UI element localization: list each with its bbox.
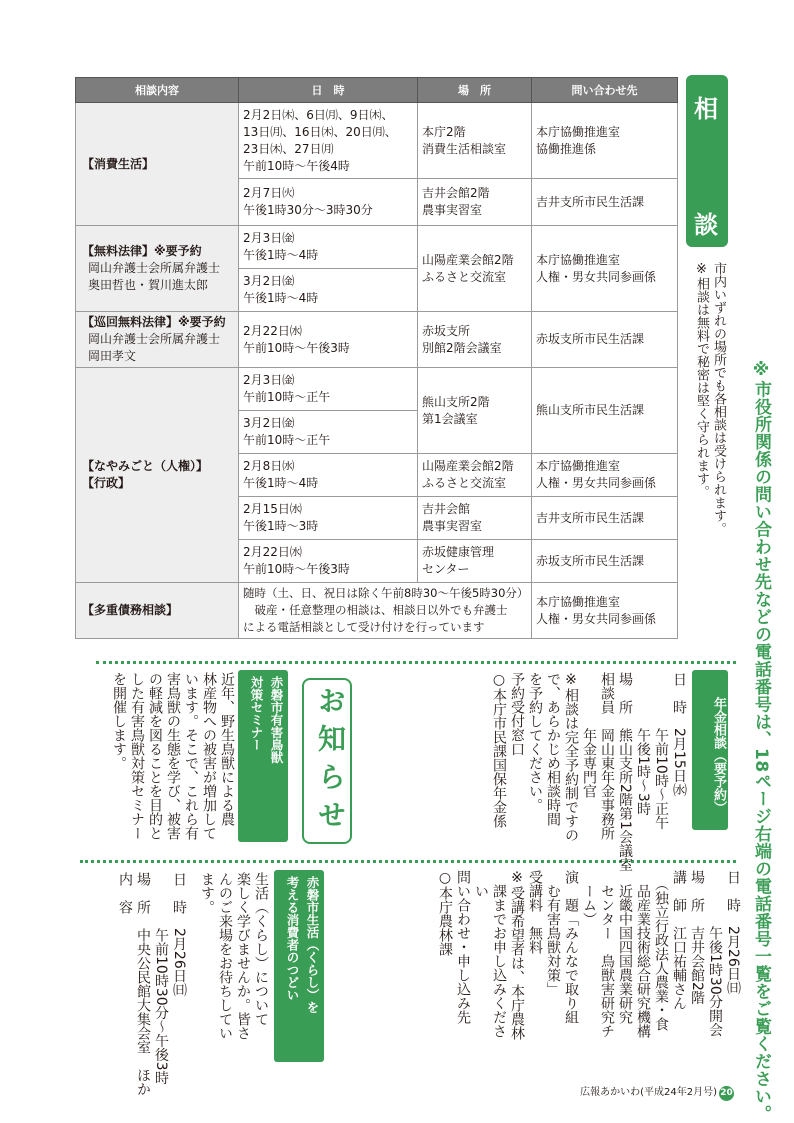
choju-detail-line: センター 鳥獣害研究チ	[599, 870, 615, 1038]
tsudoi-intro	[190, 872, 270, 1057]
tsudoi-detail-line: 日 時 2月26日㈰	[171, 872, 187, 997]
footer	[580, 1083, 734, 1101]
nenkin-line: 午前10時～正午	[653, 672, 669, 830]
choju-detail-line: 午後1時30分開会	[707, 870, 723, 1037]
choju-detail-line: 日 時 2月26日㈰	[725, 870, 741, 995]
contact-cell: 吉井支所市民生活課	[532, 179, 678, 226]
note-location: 市内いずれの場所でも各相談は受けられます。	[711, 262, 726, 535]
choju-detail-line: 問い合わせ・申し込み先	[455, 870, 471, 1024]
choju-detail-line: 近畿中国四国農業研究	[617, 870, 633, 1024]
tsudoi-intro-line: 生活（くらし）について	[253, 872, 269, 1026]
tsudoi-details	[78, 872, 188, 1096]
oshirase-box	[302, 678, 352, 844]
nenkin-line: 場 所 熊山支所2階第1会議室	[617, 672, 633, 872]
datetime-cell: 3月2日㈮ 午前10時～正午	[239, 411, 418, 454]
choju-detail-line: 受講料 無料	[527, 870, 543, 954]
choju-intro-line: います。そこで、これら有	[183, 672, 199, 840]
choju-detail-line: 課までお申し込みくださ	[491, 870, 507, 1038]
choju-detail-line: 品産業技術総合研究機構	[635, 870, 651, 1038]
tsudoi-intro-line: んのご来場をお待ちしてい	[217, 872, 233, 1040]
place-cell: 山陽産業会館2階 ふるさと交流室	[418, 454, 532, 497]
choju-detail-line: ○本庁農林課	[437, 870, 453, 956]
category-nayami: 【なやみごと（人権）】 【行政】	[76, 368, 239, 583]
choju-intro-line: 害鳥獣の生態を学び、被害	[165, 672, 181, 840]
nenkin-line: 日 時 2月15日㈬	[671, 672, 687, 797]
datetime-cell: 2月2日㈭、6日㈪、9日㈭、 13日㈪、16日㈭、20日㈪、 23日㈭、27日㈪ 午前10時～午後4時	[239, 103, 418, 179]
tsudoi-title: 赤磐市生活（くらし）を 考える消費者のつどい	[274, 870, 324, 1062]
contact-cell: 吉井支所市民生活課	[532, 497, 678, 540]
nenkin-line: で、あらかじめ相談時間	[545, 672, 561, 826]
nenkin-line: 予約受付窓口	[509, 672, 525, 756]
nenkin-line: 年金専門官	[581, 672, 597, 798]
nenkin-line: を予約してください。	[527, 672, 543, 812]
header-content: 相談内容	[76, 78, 239, 103]
choju-intro-line: を開催します。	[111, 672, 127, 770]
place-cell: 赤坂支所 別館2階会議室	[418, 312, 532, 368]
datetime-cell: 2月22日㈬ 午前10時～午後3時	[239, 540, 418, 583]
soudan-title-char2: 談	[694, 211, 718, 239]
soudan-title-tab	[686, 75, 728, 247]
choju-detail-line: い	[473, 870, 489, 898]
page-number: 20	[719, 1086, 734, 1101]
choju-intro-line: 林産物への被害が増加して	[201, 672, 217, 840]
contact-cell: 本庁協働推進室 人権・男女共同参画係	[532, 583, 678, 639]
choju-detail-line: 演 題「みんなで取り組	[563, 870, 579, 1024]
choju-intro-line: の軽減を図ることを目的と	[147, 672, 163, 840]
nenkin-line: ○本庁市民課国保年金係	[491, 672, 507, 828]
place-cell: 山陽産業会館2階 ふるさと交流室	[418, 226, 532, 312]
datetime-cell: 2月3日㈮ 午前10時～正午	[239, 368, 418, 411]
contact-cell: 熊山支所市民生活課	[532, 368, 678, 454]
place-cell: 吉井会館 農事実習室	[418, 497, 532, 540]
oshirase-title: お知らせ	[314, 686, 347, 838]
contact-cell: 赤坂支所市民生活課	[532, 540, 678, 583]
datetime-cell: 3月2日㈮ 午後1時～4時	[239, 269, 418, 312]
category-junkai: 【巡回無料法律】※要予約 岡山弁護士会所属弁護士 岡田孝文	[76, 312, 239, 368]
divider-middle	[80, 860, 736, 863]
nenkin-line: ※相談は完全予約制ですの	[563, 672, 579, 842]
choju-detail-line: 場 所 吉井会館2階	[689, 870, 705, 1005]
datetime-cell: 2月15日㈬ 午後1時～3時	[239, 497, 418, 540]
nenkin-title: 年金相談（要予約）	[692, 670, 728, 830]
place-cell: 熊山支所2階 第1会議室	[418, 368, 532, 454]
datetime-cell: 2月7日㈫ 午後1時30分～3時30分	[239, 179, 418, 226]
choju-detail-line: ※受講希望者は、本庁農林	[509, 870, 525, 1040]
choju-detail-line: 講 師 江口祐輔さん	[671, 870, 687, 1010]
category-shohi: 【消費生活】	[76, 103, 239, 226]
tsudoi-intro-line: ます。	[199, 872, 215, 914]
nenkin-body	[402, 672, 688, 872]
choju-title: 赤磐市有害鳥獣 対策セミナー	[238, 670, 288, 842]
header-datetime: 日 時	[239, 78, 418, 103]
datetime-cell: 2月8日㈬ 午後1時～4時	[239, 454, 418, 497]
nenkin-line: 相談員 岡山東年金事務所	[599, 672, 615, 840]
contact-cell: 本庁協働推進室 人権・男女共同参画係	[532, 226, 678, 312]
footer-publication: 広報あかいわ(平成24年2月号)	[580, 1087, 717, 1098]
choju-detail-line: ーム）	[581, 870, 597, 926]
nenkin-line: 午後1時～3時	[635, 672, 651, 816]
contact-cell: 本庁協働推進室 人権・男女共同参画係	[532, 454, 678, 497]
contact-cell: 本庁協働推進室 協働推進係	[532, 103, 678, 179]
category-muryo: 【無料法律】※要予約 岡山弁護士会所属弁護士 奥田哲也・賀川進太郎	[76, 226, 239, 312]
tsudoi-detail-line: 午前10時30分～午後3時	[153, 872, 169, 1085]
choju-details	[402, 870, 742, 1060]
tsudoi-detail-line: 場 所 中央公民館大集会室 ほか	[135, 872, 151, 1096]
tsudoi-intro-line: 楽しく学びませんか。皆さ	[235, 872, 251, 1040]
datetime-cell: 2月22日㈬ 午前10時～午後3時	[239, 312, 418, 368]
choju-intro-line: 近年、野生鳥獣による農	[219, 672, 235, 826]
tsudoi-detail-line: 内 容	[117, 872, 133, 914]
note-free: ※相談は無料で秘密は堅く守られます。	[694, 262, 709, 498]
saimu-text-cell: 随時（土、日、祝日は除く午前8時30～午後5時30分） 破産・任意整理の相談は、相談日以外でも弁護士 による電話相談として受け付けを行っています	[239, 583, 532, 639]
divider-top	[96, 661, 736, 664]
choju-detail-line: （独立行政法人農業・食	[653, 870, 669, 1031]
phone-reference-note: ※市役所関係の問い合わせ先などの電話番号は、18ページ右端の電話番号一覧をご覧ください。	[751, 360, 771, 1123]
choju-intro-line: した有害鳥獣対策セミナー	[129, 672, 145, 840]
contact-cell: 赤坂支所市民生活課	[532, 312, 678, 368]
place-cell: 赤坂健康管理 センター	[418, 540, 532, 583]
place-cell: 吉井会館2階 農事実習室	[418, 179, 532, 226]
consultation-table	[75, 77, 678, 639]
header-contact: 問い合わせ先	[532, 78, 678, 103]
header-place: 場 所	[418, 78, 532, 103]
place-cell: 本庁2階 消費生活相談室	[418, 103, 532, 179]
datetime-cell: 2月3日㈮ 午後1時～4時	[239, 226, 418, 269]
choju-intro	[78, 672, 236, 852]
choju-detail-line: む有害鳥獣対策」	[545, 870, 561, 996]
category-saimu: 【多重債務相談】	[76, 583, 239, 639]
soudan-title-char1: 相	[694, 95, 718, 123]
